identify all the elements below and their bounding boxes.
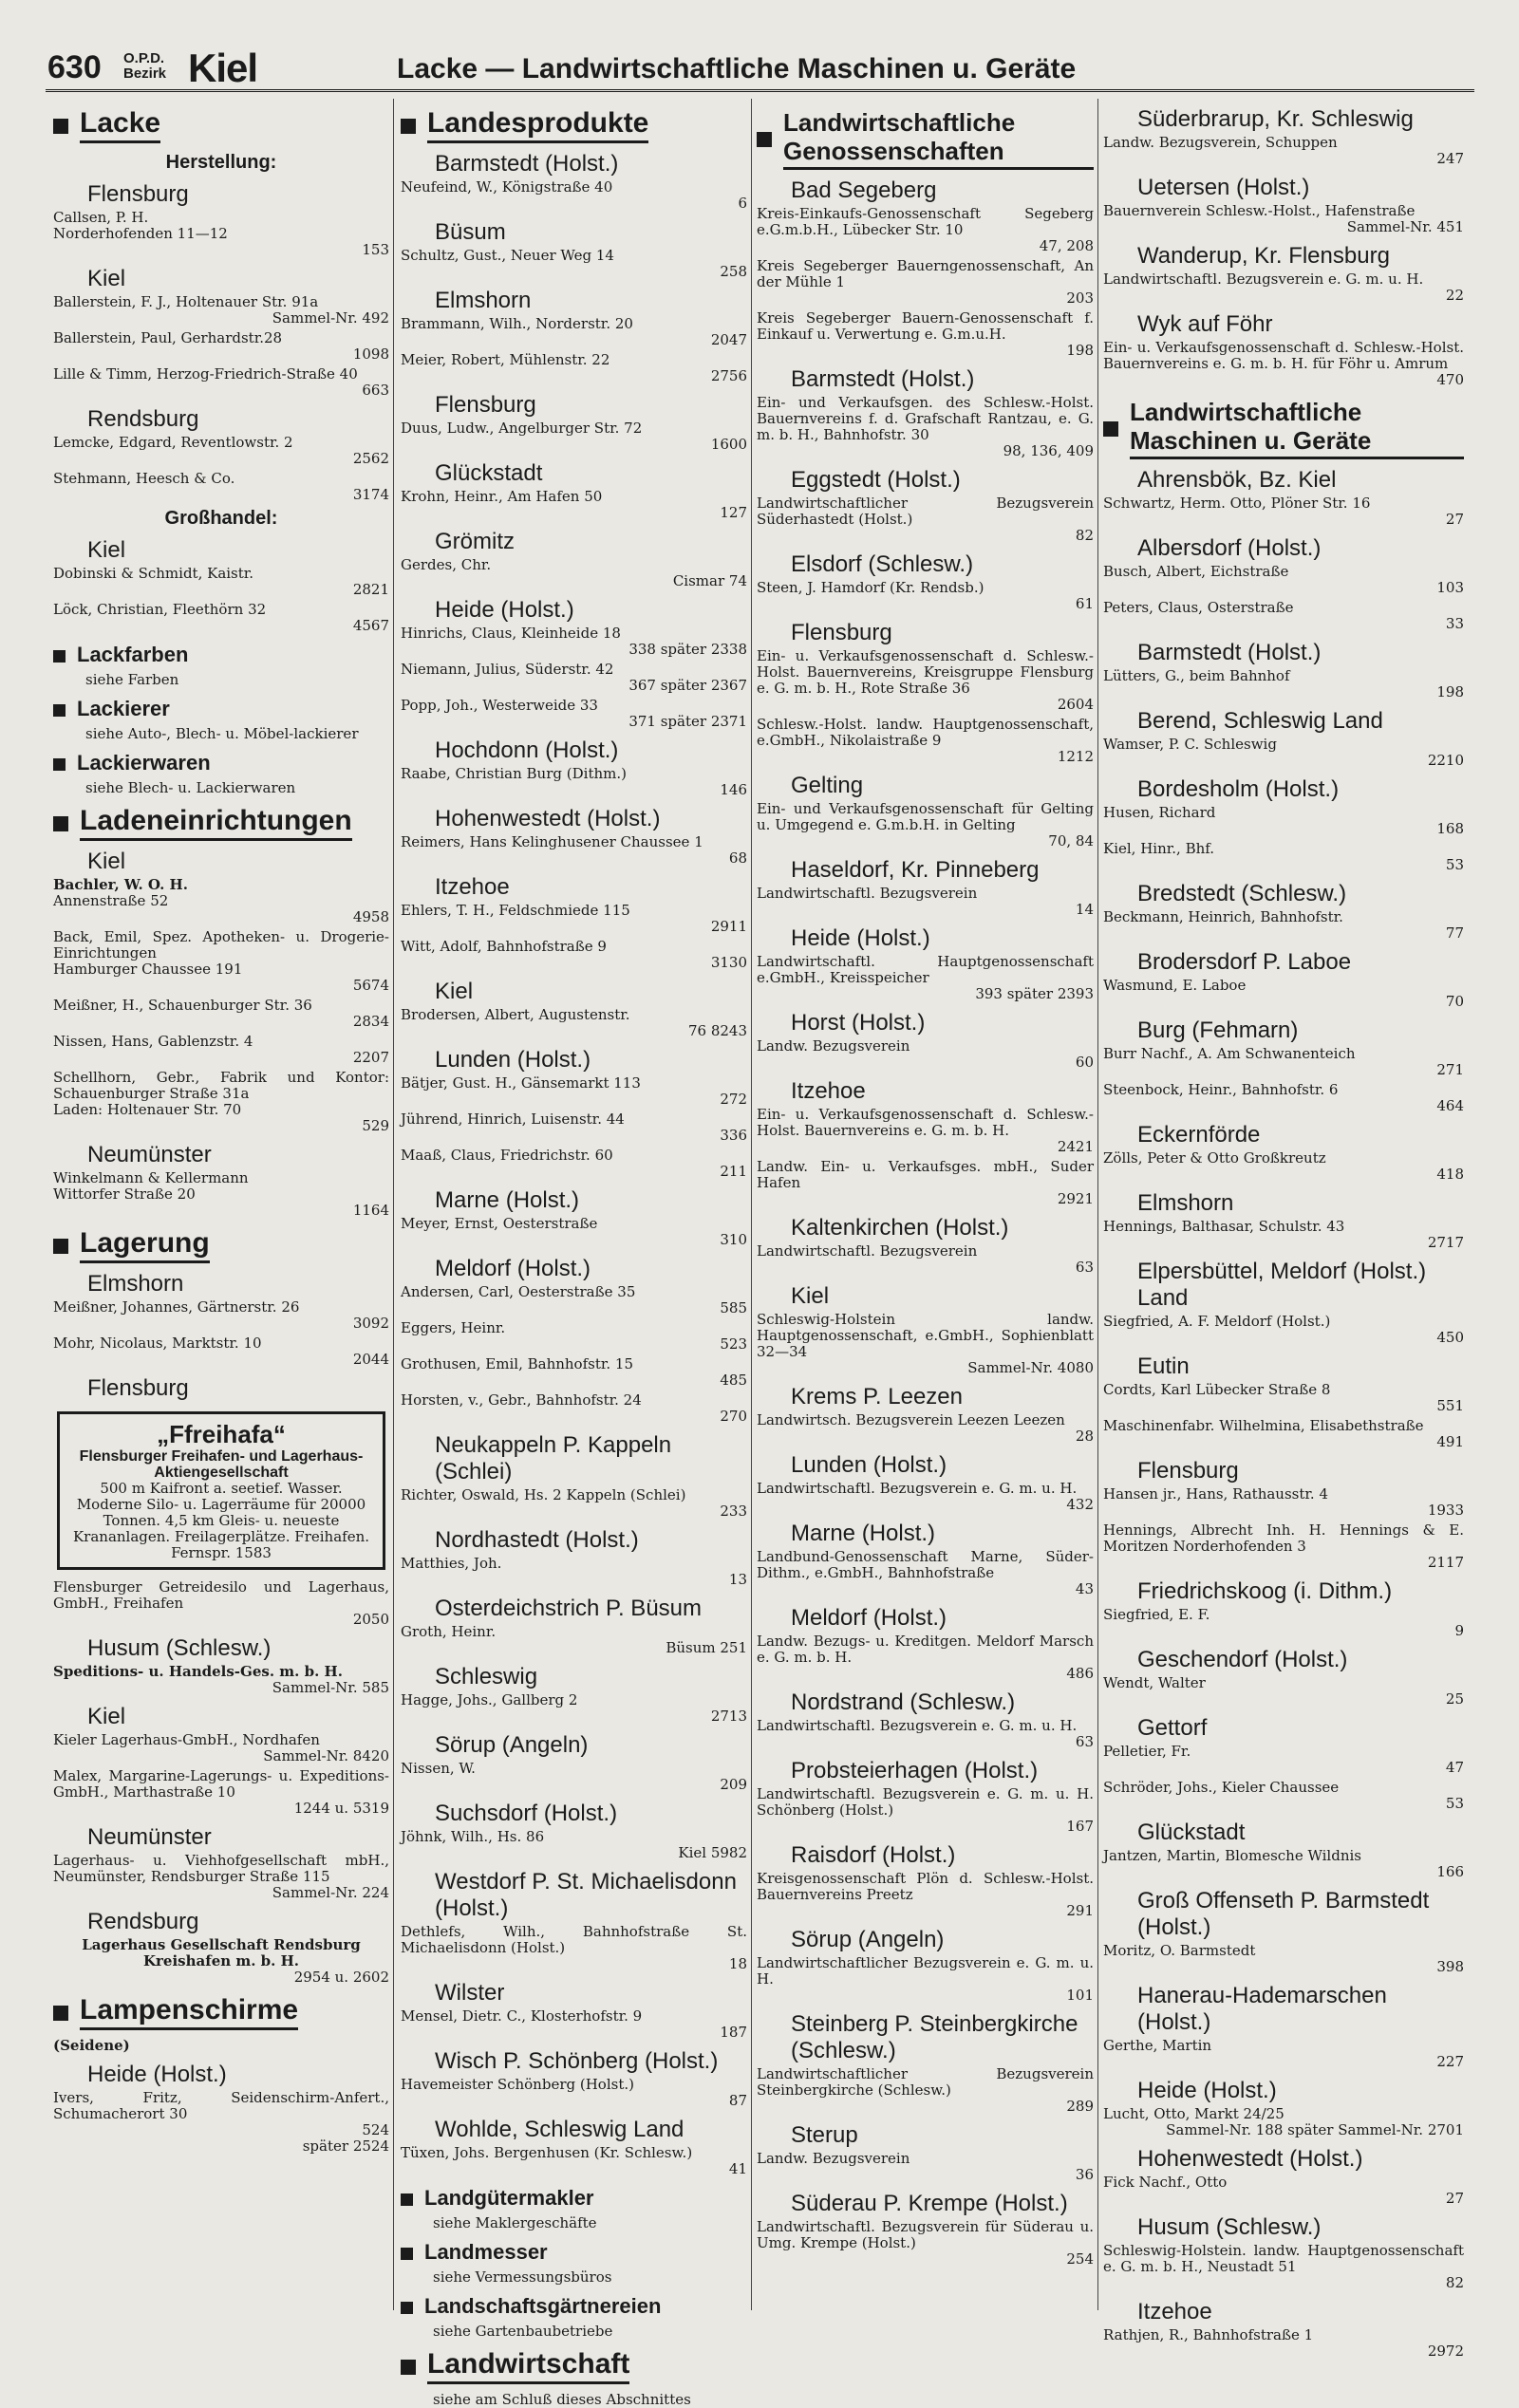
list-item: Beckmann, Heinrich, Bahnhofstr. 77 — [1103, 908, 1464, 942]
list-item: Fick Nachf., Otto 27 — [1103, 2174, 1464, 2207]
section-heading: Landschaftsgärtnereien — [401, 2295, 747, 2320]
location-heading: Wanderup, Kr. Flensburg — [1137, 243, 1390, 269]
list-item: Meier, Robert, Mühlenstr. 22 2756 — [401, 351, 747, 384]
location-heading: Meldorf (Holst.) — [791, 1605, 947, 1631]
section-heading: Lackierer — [53, 698, 389, 722]
location-heading: Probsteierhagen (Holst.) — [791, 1758, 1039, 1783]
city-name: Kiel — [188, 46, 258, 90]
location-heading: Schleswig — [435, 1664, 538, 1689]
list-item: Steen, J. Hamdorf (Kr. Rendsb.) 61 — [757, 579, 1094, 612]
list-item: Hinrichs, Claus, Kleinheide 18 338 später 2338 — [401, 625, 747, 658]
list-item: Stehmann, Heesch & Co. 3174 — [53, 470, 389, 503]
cross-reference: siehe Vermessungsbüros — [433, 2268, 612, 2286]
list-item: Wamser, P. C. Schleswig 2210 — [1103, 736, 1464, 769]
list-item: Schellhorn, Gebr., Fabrik und Kontor: Schauenburger Straße 31a Laden: Holtenauer Str. 70 529 — [53, 1069, 389, 1134]
list-item: Ivers, Fritz, Seidenschirm-Anfert., Schumacherort 30 524 später 2524 — [53, 2089, 389, 2155]
location-heading: Flensburg — [1137, 1458, 1239, 1484]
location-heading: Uetersen (Holst.) — [1137, 175, 1310, 200]
location-heading: Kiel — [87, 849, 126, 874]
list-item: Peters, Claus, Osterstraße 33 — [1103, 599, 1464, 632]
column-4 — [1103, 99, 1464, 2360]
column-3 — [757, 99, 1094, 2310]
cross-reference: siehe Farben — [85, 671, 179, 688]
list-item: Landw. Bezugsverein 60 — [757, 1037, 1094, 1071]
list-item: Ein- u. Verkaufsgenossenschaft d. Schlesw.-Holst. Bauernvereins, Kreisgruppe Flensburg e. G. m. b. H., Rote Straße 36 2604 — [757, 647, 1094, 713]
list-item: Hansen jr., Hans, Rathausstr. 4 1933 — [1103, 1485, 1464, 1519]
location-heading: Steinberg P. Steinbergkirche (Schlesw.) — [791, 2011, 1078, 2063]
list-item: Hennings, Albrecht Inh. H. Hennings & E. Moritzen Norderhofenden 3 2117 — [1103, 1521, 1464, 1571]
list-item: Schleswig-Holstein landw. Hauptgenossenschaft, e.GmbH., Sophienblatt 32—34 Sammel-Nr. 4080 — [757, 1311, 1094, 1376]
list-item: Lagerhaus- u. Viehhofgesellschaft mbH., Neumünster, Rendsburger Straße 115 Sammel-Nr. 224 — [53, 1852, 389, 1901]
location-heading: Eutin — [1137, 1353, 1190, 1379]
location-heading: Grömitz — [435, 529, 515, 554]
list-item: Mohr, Nicolaus, Marktstr. 10 2044 — [53, 1335, 389, 1368]
list-item: Jantzen, Martin, Blomesche Wildnis 166 — [1103, 1847, 1464, 1880]
list-item: Horsten, v., Gebr., Bahnhofstr. 24 270 — [401, 1391, 747, 1425]
location-heading: Kiel — [87, 537, 126, 563]
list-item: Wasmund, E. Laboe 70 — [1103, 977, 1464, 1010]
section-heading: Lackfarben — [53, 644, 389, 668]
list-item: Schröder, Johs., Kieler Chaussee 53 — [1103, 1779, 1464, 1812]
section-heading: Lacke — [53, 108, 389, 143]
location-heading: Hanerau-Hademarschen (Holst.) — [1137, 1983, 1387, 2035]
list-item: Siegfried, E. F. 9 — [1103, 1606, 1464, 1639]
section-heading: Landwirtschaft — [401, 2349, 747, 2384]
list-item: Brammann, Wilh., Norderstr. 20 2047 — [401, 315, 747, 348]
list-item: Mensel, Dietr. C., Klosterhofstr. 9 187 — [401, 2007, 747, 2041]
location-heading: Husum (Schlesw.) — [87, 1635, 272, 1661]
list-item: Kiel, Hinr., Bhf. 53 — [1103, 840, 1464, 873]
location-heading: Nordhastedt (Holst.) — [435, 1527, 639, 1553]
location-heading: Heide (Holst.) — [87, 2062, 227, 2087]
list-item: Landwirtschaftl. Bezugsverein 14 — [757, 885, 1094, 918]
location-heading: Westdorf P. St. Michaelisdonn (Holst.) — [435, 1869, 737, 1921]
list-item: Landw. Bezugs- u. Kreditgen. Meldorf Marsch e. G. m. b. H. 486 — [757, 1633, 1094, 1682]
page-header — [46, 46, 1474, 92]
location-heading: Horst (Holst.) — [791, 1010, 926, 1036]
location-heading: Hohenwestedt (Holst.) — [435, 806, 661, 831]
list-item: Tüxen, Johs. Bergenhusen (Kr. Schlesw.) 41 — [401, 2144, 747, 2177]
location-heading: Itzehoe — [1137, 2299, 1212, 2324]
subheading: Herstellung: — [165, 152, 277, 173]
list-item: Bauernverein Schlesw.-Holst., Hafenstraße Sammel-Nr. 451 — [1103, 202, 1464, 235]
list-item: Bätjer, Gust. H., Gänsemarkt 113 272 — [401, 1074, 747, 1108]
list-item: Matthies, Joh. 13 — [401, 1555, 747, 1588]
list-item: Kreisgenossenschaft Plön d. Schlesw.-Holst. Bauernvereins Preetz 291 — [757, 1870, 1094, 1919]
list-item: Reimers, Hans Kelinghusener Chaussee 1 68 — [401, 833, 747, 867]
genossenschaften-list — [757, 177, 1094, 2268]
location-heading: Gelting — [791, 773, 864, 798]
genossenschaften-list-continued — [1103, 106, 1464, 388]
list-item: Groth, Heinr. Büsum 251 — [401, 1623, 747, 1656]
list-item: Landwirtschaftl. Hauptgenossenschaft e.GmbH., Kreisspeicher 393 später 2393 — [757, 953, 1094, 1002]
list-item: Moritz, O. Barmstedt 398 — [1103, 1942, 1464, 1975]
location-heading: Kiel — [435, 979, 474, 1004]
list-item: Lagerhaus Gesellschaft Rendsburg Kreishafen m. b. H. 2954 u. 2602 — [82, 1936, 389, 1986]
list-item: Hagge, Johs., Gallberg 2 2713 — [401, 1691, 747, 1725]
list-item: Winkelmann & Kellermann Wittorfer Straße 20 1164 — [53, 1169, 389, 1219]
list-item: Landwirtschaftl. Bezugsverein 63 — [757, 1242, 1094, 1276]
location-heading: Kiel — [87, 266, 126, 291]
location-heading: Gettorf — [1137, 1715, 1208, 1741]
list-item: Malex, Margarine-Lagerungs- u. Expeditions-GmbH., Marthastraße 10 1244 u. 5319 — [53, 1767, 389, 1817]
cross-reference: siehe Auto-, Blech- u. Möbel-lackierer — [85, 725, 359, 742]
location-heading: Raisdorf (Holst.) — [791, 1842, 956, 1868]
location-heading: Bad Segeberg — [791, 177, 937, 203]
location-heading: Neumünster — [87, 1142, 212, 1167]
location-heading: Flensburg — [87, 1375, 189, 1401]
list-item: Hennings, Balthasar, Schulstr. 43 2717 — [1103, 1218, 1464, 1251]
location-heading: Bredstedt (Schlesw.) — [1137, 881, 1347, 906]
location-heading: Suchsdorf (Holst.) — [435, 1801, 618, 1826]
list-item: Landwirtschaftl. Bezugsverein e. G. m. u. H. 432 — [757, 1480, 1094, 1513]
list-item: Busch, Albert, Eichstraße 103 — [1103, 563, 1464, 596]
location-heading: Neukappeln P. Kappeln (Schlei) — [435, 1432, 672, 1484]
list-item: Landwirtschaftl. Bezugsverein e. G. m. u. H. Schönberg (Holst.) 167 — [757, 1785, 1094, 1835]
list-item: Grothusen, Emil, Bahnhofstr. 15 485 — [401, 1355, 747, 1389]
list-item: Landwirtsch. Bezugsverein Leezen Leezen 28 — [757, 1411, 1094, 1445]
list-item: Neufeind, W., Königstraße 40 6 — [401, 178, 747, 212]
list-item: Speditions- u. Handels-Ges. m. b. H. Sammel-Nr. 585 — [53, 1663, 389, 1696]
location-heading: Elmshorn — [435, 288, 532, 313]
column-2 — [401, 99, 747, 2408]
list-item: Pelletier, Fr. 47 — [1103, 1743, 1464, 1776]
landesprodukte-list — [401, 151, 747, 2177]
list-item: Andersen, Carl, Oesterstraße 35 585 — [401, 1283, 747, 1316]
location-heading: Marne (Holst.) — [435, 1187, 580, 1213]
location-heading: Sörup (Angeln) — [791, 1927, 945, 1952]
location-heading: Glückstadt — [435, 460, 543, 486]
location-heading: Hohenwestedt (Holst.) — [1137, 2146, 1363, 2172]
location-heading: Rendsburg — [87, 1909, 199, 1934]
list-item: Lille & Timm, Herzog-Friedrich-Straße 40 663 — [53, 365, 389, 399]
list-item: Back, Emil, Spez. Apotheken- u. Drogerie-Einrichtungen Hamburger Chaussee 191 5674 — [53, 928, 389, 994]
list-item: Steenbock, Heinr., Bahnhofstr. 6 464 — [1103, 1081, 1464, 1114]
location-heading: Sörup (Angeln) — [435, 1732, 589, 1758]
list-item: Raabe, Christian Burg (Dithm.) 146 — [401, 765, 747, 798]
list-item: Rathjen, R., Bahnhofstraße 1 2972 — [1103, 2326, 1464, 2360]
list-item: Landw. Ein- u. Verkaufsges. mbH., Suder Hafen 2921 — [757, 1158, 1094, 1207]
list-item: Havemeister Schönberg (Holst.) 87 — [401, 2076, 747, 2109]
list-item: Landwirtschaftl. Bezugsverein für Süderau u. Umg. Krempe (Holst.) 254 — [757, 2218, 1094, 2268]
list-item: Landw. Bezugsverein, Schuppen 247 — [1103, 134, 1464, 167]
list-item: Cordts, Karl Lübecker Straße 8 551 — [1103, 1381, 1464, 1414]
list-item: Meißner, Johannes, Gärtnerstr. 26 3092 — [53, 1298, 389, 1332]
location-heading: Flensburg — [791, 620, 892, 645]
list-item: Landw. Bezugsverein 36 — [757, 2150, 1094, 2183]
list-item: Landwirtschaftlicher Bezugsverein Süderhastedt (Holst.) 82 — [757, 495, 1094, 544]
location-heading: Berend, Schleswig Land — [1137, 708, 1383, 734]
location-heading: Marne (Holst.) — [791, 1521, 936, 1546]
location-heading: Barmstedt (Holst.) — [1137, 640, 1322, 665]
cross-reference: siehe Maklergeschäfte — [433, 2214, 597, 2231]
list-item: Siegfried, A. F. Meldorf (Holst.) 450 — [1103, 1313, 1464, 1346]
section-heading: Landesprodukte — [401, 108, 747, 143]
location-heading: Lunden (Holst.) — [435, 1047, 591, 1073]
location-heading: Lunden (Holst.) — [791, 1452, 947, 1478]
location-heading: Flensburg — [87, 181, 189, 207]
location-heading: Ahrensbök, Bz. Kiel — [1137, 467, 1337, 493]
list-item: Schultz, Gust., Neuer Weg 14 258 — [401, 247, 747, 280]
location-heading: Bordesholm (Holst.) — [1137, 776, 1340, 802]
column-1 — [53, 99, 389, 2310]
location-heading: Geschendorf (Holst.) — [1137, 1647, 1348, 1672]
list-item: Kreis Segeberger Bauern-Genossenschaft f. Einkauf u. Verwertung e. G.m.u.H. 198 — [757, 309, 1094, 359]
location-heading: Eggstedt (Holst.) — [791, 467, 961, 493]
list-item: Schleswig-Holstein. landw. Hauptgenossenschaft e. G. m. b. H., Neustadt 51 82 — [1103, 2242, 1464, 2291]
list-item: Kreis-Einkaufs-Genossenschaft Segeberg e.G.m.b.H., Lübecker Str. 10 47, 208 — [757, 205, 1094, 254]
list-item: Brodersen, Albert, Augustenstr. 76 8243 — [401, 1006, 747, 1039]
list-item: Husen, Richard 168 — [1103, 804, 1464, 837]
list-item: Landwirtschaftl. Bezugsverein e. G. m. u. H. 22 — [1103, 271, 1464, 304]
list-item: Ein- u. Verkaufsgenossenschaft d. Schlesw.-Holst. Bauernvereins e. G. m. b. H. 2421 — [757, 1106, 1094, 1155]
subheading: (Seidene) — [53, 2037, 130, 2054]
list-item: Nissen, W. 209 — [401, 1760, 747, 1793]
column-divider — [1097, 99, 1098, 2310]
section-heading: Lampenschirme — [53, 1995, 389, 2030]
cross-reference: siehe Blech- u. Lackierwaren — [85, 779, 296, 796]
location-heading: Heide (Holst.) — [791, 925, 930, 951]
location-heading: Barmstedt (Holst.) — [791, 366, 975, 392]
section-heading: Landgütermakler — [401, 2187, 747, 2212]
location-heading: Nordstrand (Schlesw.) — [791, 1689, 1016, 1715]
section-heading: Landmesser — [401, 2241, 747, 2266]
column-divider — [751, 99, 752, 2310]
section-heading: Landwirtschaftliche Genossenschaften — [757, 108, 1094, 170]
location-heading: Süderbrarup, Kr. Schleswig — [1137, 106, 1414, 132]
location-heading: Rendsburg — [87, 406, 199, 432]
list-item: Popp, Joh., Westerweide 33 371 später 2371 — [401, 697, 747, 730]
list-item: Maschinenfabr. Wilhelmina, Elisabethstraße 491 — [1103, 1417, 1464, 1450]
location-heading: Glückstadt — [1137, 1820, 1246, 1845]
list-item: Meißner, H., Schauenburger Str. 36 2834 — [53, 997, 389, 1030]
column-divider — [393, 99, 394, 2310]
location-heading: Wohlde, Schleswig Land — [435, 2117, 684, 2142]
list-item: Bachler, W. O. H. Annenstraße 52 4958 — [53, 876, 389, 925]
list-item: Jöhnk, Wilh., Hs. 86 Kiel 5982 — [401, 1828, 747, 1861]
list-item: Gerdes, Chr. Cismar 74 — [401, 556, 747, 589]
section-heading: Landwirtschaftliche Maschinen u. Geräte — [1103, 398, 1464, 459]
location-heading: Barmstedt (Holst.) — [435, 151, 619, 177]
list-item: Kreis Segeberger Bauerngenossenschaft, An der Mühle 1 203 — [757, 257, 1094, 307]
location-heading: Elsdorf (Schlesw.) — [791, 551, 974, 577]
list-item: Landwirtschaftl. Bezugsverein e. G. m. u. H. 63 — [757, 1717, 1094, 1750]
list-item: Schwartz, Herm. Otto, Plöner Str. 16 27 — [1103, 495, 1464, 528]
page-title: Lacke — Landwirtschaftliche Maschinen u. Geräte — [397, 53, 1077, 84]
list-item: Meyer, Ernst, Oesterstraße 310 — [401, 1215, 747, 1248]
location-heading: Itzehoe — [435, 874, 510, 900]
list-item: Nissen, Hans, Gablenzstr. 4 2207 — [53, 1033, 389, 1066]
list-item: Niemann, Julius, Süderstr. 42 367 später 2367 — [401, 661, 747, 694]
location-heading: Groß Offenseth P. Barmstedt (Holst.) — [1137, 1888, 1430, 1940]
list-item: Lütters, G., beim Bahnhof 198 — [1103, 667, 1464, 700]
bezirk-label: O.P.D. Bezirk — [123, 50, 167, 82]
location-heading: Burg (Fehmarn) — [1137, 1017, 1299, 1043]
list-item: Gerthe, Martin 227 — [1103, 2037, 1464, 2070]
cross-reference: siehe am Schluß dieses Abschnittes — [433, 2391, 691, 2408]
location-heading: Sterup — [791, 2122, 858, 2148]
location-heading: Elmshorn — [1137, 1190, 1234, 1216]
location-heading: Husum (Schlesw.) — [1137, 2214, 1322, 2240]
list-item: Kieler Lagerhaus-GmbH., Nordhafen Sammel-Nr. 8420 — [53, 1731, 389, 1764]
list-item: Löck, Christian, Fleethörn 32 4567 — [53, 601, 389, 634]
list-item: Ein- und Verkaufsgen. des Schlesw.-Holst. Bauernvereins f. d. Grafschaft Rantzau, e. G. m. b. H., Bahnhofstr. 30 98, 136, 409 — [757, 394, 1094, 459]
list-item: Witt, Adolf, Bahnhofstraße 9 3130 — [401, 938, 747, 971]
location-heading: Albersdorf (Holst.) — [1137, 535, 1322, 561]
location-heading: Krems P. Leezen — [791, 1384, 963, 1409]
location-heading: Kiel — [87, 1704, 126, 1729]
cross-reference: siehe Gartenbaubetriebe — [433, 2323, 613, 2340]
list-item: Schlesw.-Holst. landw. Hauptgenossenschaft, e.GmbH., Nikolaistraße 9 1212 — [757, 716, 1094, 765]
list-item: Eggers, Heinr. 523 — [401, 1319, 747, 1353]
section-heading: Lackierwaren — [53, 752, 389, 776]
list-item: Duus, Ludw., Angelburger Str. 72 1600 — [401, 420, 747, 453]
list-item: Zölls, Peter & Otto Großkreutz 418 — [1103, 1149, 1464, 1183]
location-heading: Kaltenkirchen (Holst.) — [791, 1215, 1009, 1241]
location-heading: Osterdeichstrich P. Büsum — [435, 1596, 703, 1621]
location-heading: Süderau P. Krempe (Holst.) — [791, 2191, 1068, 2216]
list-item: Landwirtschaftlicher Bezugsverein Steinbergkirche (Schlesw.) 289 — [757, 2065, 1094, 2115]
location-heading: Heide (Holst.) — [435, 597, 574, 623]
location-heading: Hochdonn (Holst.) — [435, 737, 619, 763]
location-heading: Haseldorf, Kr. Pinneberg — [791, 857, 1040, 883]
list-item: Dethlefs, Wilh., Bahnhofstraße St. Michaelisdonn (Holst.) 18 — [401, 1923, 747, 1972]
location-heading: Wisch P. Schönberg (Holst.) — [435, 2048, 719, 2074]
location-heading: Wilster — [435, 1980, 505, 2006]
location-heading: Elmshorn — [87, 1271, 184, 1297]
location-heading: Wyk auf Föhr — [1137, 311, 1273, 337]
list-item: Landbund-Genossenschaft Marne, Süder-Dithm., e.GmbH., Bahnhofstraße 43 — [757, 1548, 1094, 1597]
section-heading: Ladeneinrichtungen — [53, 806, 389, 841]
location-heading: Meldorf (Holst.) — [435, 1256, 591, 1281]
list-item: Burr Nachf., A. Am Schwanenteich 271 — [1103, 1045, 1464, 1078]
location-heading: Büsum — [435, 219, 506, 245]
location-heading: Kiel — [791, 1283, 830, 1309]
list-item: Richter, Oswald, Hs. 2 Kappeln (Schlei) 233 — [401, 1486, 747, 1520]
location-heading: Eckernförde — [1137, 1122, 1261, 1148]
advertisement-box: „Ffreihafa“ Flensburger Freihafen- und Lagerhaus-Aktiengesellschaft 500 m Kaifront a. seetief. Wasser. Moderne Silo- u. Lagerräume für 20000 Tonnen. 4,5 km Gleis- u. neueste Krananlagen. Freilagerplätze. Freihafen. Fernspr. 1583 — [57, 1411, 385, 1570]
location-heading: Heide (Holst.) — [1137, 2078, 1277, 2103]
maschinen-list — [1103, 467, 1464, 2360]
location-heading: Flensburg — [435, 392, 536, 418]
list-item: Flensburger Getreidesilo und Lagerhaus, GmbH., Freihafen 2050 — [53, 1578, 389, 1628]
list-item: Ballerstein, F. J., Holtenauer Str. 91a Sammel-Nr. 492 — [53, 293, 389, 327]
list-item: Ein- und Verkaufsgenossenschaft für Gelting u. Umgegend e. G.m.b.H. in Gelting 70, 84 — [757, 800, 1094, 849]
list-item: Lucht, Otto, Markt 24/25 Sammel-Nr. 188 später Sammel-Nr. 2701 — [1103, 2105, 1464, 2138]
subheading: Großhandel: — [164, 508, 278, 529]
list-item: Ehlers, T. H., Feldschmiede 115 2911 — [401, 902, 747, 935]
list-item: Wendt, Walter 25 — [1103, 1674, 1464, 1708]
list-item: Lemcke, Edgard, Reventlowstr. 2 2562 — [53, 434, 389, 467]
list-item: Landwirtschaftlicher Bezugsverein e. G. m. u. H. 101 — [757, 1954, 1094, 2004]
location-heading: Neumünster — [87, 1824, 212, 1850]
page-number: 630 — [47, 49, 102, 85]
location-heading: Friedrichskoog (i. Dithm.) — [1137, 1578, 1393, 1604]
list-item: Ballerstein, Paul, Gerhardstr.28 1098 — [53, 329, 389, 363]
location-heading: Itzehoe — [791, 1078, 866, 1104]
list-item: Krohn, Heinr., Am Hafen 50 127 — [401, 488, 747, 521]
section-heading: Lagerung — [53, 1228, 389, 1263]
list-item: Jührend, Hinrich, Luisenstr. 44 336 — [401, 1111, 747, 1144]
list-item: Maaß, Claus, Friedrichstr. 60 211 — [401, 1147, 747, 1180]
list-item: Callsen, P. H. Norderhofenden 11—12 153 — [53, 209, 389, 258]
list-item: Dobinski & Schmidt, Kaistr. 2821 — [53, 565, 389, 598]
location-heading: Elpersbüttel, Meldorf (Holst.) Land — [1137, 1259, 1427, 1311]
location-heading: Brodersdorf P. Laboe — [1137, 949, 1352, 975]
list-item: Ein- u. Verkaufsgenossenschaft d. Schlesw.-Holst. Bauernvereins e. G. m. b. H. für Föhr u. Amrum 470 — [1103, 339, 1464, 388]
